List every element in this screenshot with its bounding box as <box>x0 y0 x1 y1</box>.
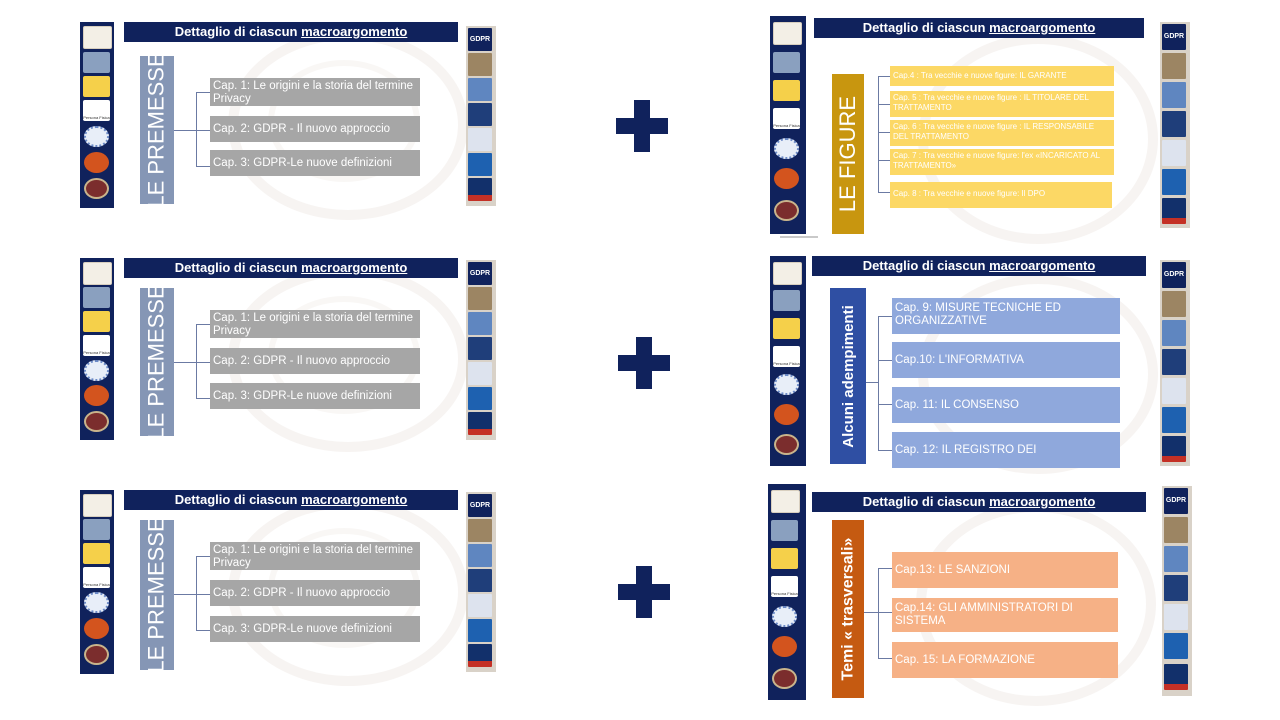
slide-trasversali <box>766 482 1200 702</box>
bracket-tick <box>196 130 210 131</box>
lock-thumb <box>774 200 799 221</box>
apps-thumb <box>1164 604 1188 630</box>
binary-thumb <box>468 569 492 592</box>
chapter-item: Cap.13: LE SANZIONI <box>892 552 1118 588</box>
apps-thumb <box>1162 140 1186 166</box>
network-thumb <box>84 126 109 147</box>
chapter-item: Cap. 11: IL CONSENSO <box>892 387 1120 423</box>
digital-thumb <box>468 619 492 642</box>
bracket-tick <box>866 382 878 383</box>
slide-figure <box>768 14 1200 240</box>
digital-thumb <box>468 387 492 410</box>
bracket-tick <box>878 612 892 613</box>
left-thumbnail-strip <box>80 258 114 440</box>
binary-thumb <box>468 103 492 126</box>
emblem-thumb <box>83 26 112 49</box>
slide-adempimenti <box>768 254 1200 470</box>
persona-fisica-icon: Persona Fisica <box>773 346 800 367</box>
bracket-tick <box>196 556 210 557</box>
apps-thumb <box>468 362 492 385</box>
bracket-line <box>196 556 197 630</box>
left-thumbnail-strip <box>770 256 806 466</box>
slide-title: Dettaglio di ciascun macroargomento <box>124 22 458 42</box>
emblem-thumb <box>83 494 112 517</box>
right-thumbnail-strip <box>1162 486 1192 696</box>
bracket-tick <box>174 130 196 131</box>
slide-premesse-3 <box>78 488 506 676</box>
right-thumbnail-strip <box>466 492 496 672</box>
keyboard-thumb <box>83 519 110 540</box>
network-thumb <box>84 592 109 613</box>
gear-thumb <box>84 385 109 406</box>
left-thumbnail-strip <box>768 484 806 700</box>
network-thumb <box>774 374 799 395</box>
section-bar-premesse: LE PREMESSE <box>140 520 174 670</box>
bracket-tick <box>878 450 892 451</box>
bracket-tick <box>196 324 210 325</box>
gear-thumb <box>774 168 799 189</box>
chapter-item: Cap.4 : Tra vecchie e nuove figure: IL GARANTE <box>890 66 1114 86</box>
keyboard-thumb-right <box>1164 546 1188 572</box>
chapter-item: Cap. 6 : Tra vecchie e nuove figure : IL RESPONSABILE DEL TRATTAMENTO <box>890 120 1114 146</box>
binary-thumb <box>1162 111 1186 137</box>
slide-title: Dettaglio di ciascun macroargomento <box>812 256 1146 276</box>
button-thumb <box>1164 664 1188 690</box>
chapter-item: Cap. 1: Le origini e la storia del termine Privacy <box>210 310 420 338</box>
emblem-thumb <box>771 490 800 513</box>
bracket-tick <box>196 594 210 595</box>
chapter-item: Cap. 2: GDPR - Il nuovo approccio <box>210 116 420 142</box>
gear-thumb <box>772 636 797 657</box>
folder-thumb <box>83 543 110 564</box>
bracket-tick <box>878 132 890 133</box>
bracket-tick <box>196 92 210 93</box>
left-thumbnail-strip <box>770 16 806 234</box>
gear-thumb <box>84 618 109 639</box>
bracket-tick <box>196 398 210 399</box>
lock-thumb <box>84 411 109 432</box>
folder-thumb <box>83 311 110 332</box>
chapter-item: Cap. 3: GDPR-Le nuove definizioni <box>210 150 420 176</box>
plus-icon <box>616 100 668 152</box>
lock-thumb <box>84 644 109 665</box>
keyboard-thumb <box>773 290 800 311</box>
coins-thumb <box>468 53 492 76</box>
chapter-item: Cap. 2: GDPR - Il nuovo approccio <box>210 580 420 606</box>
bracket-tick <box>878 104 890 105</box>
apps-thumb <box>468 128 492 151</box>
chapter-item: Cap.14: GLI AMMINISTRATORI DI SISTEMA <box>892 598 1118 632</box>
button-thumb <box>468 644 492 667</box>
gear-thumb <box>84 152 109 173</box>
coins-thumb <box>468 519 492 542</box>
folder-thumb <box>83 76 110 97</box>
section-bar-figure: LE FIGURE <box>832 74 864 234</box>
persona-fisica-icon: Persona Fisica <box>83 567 110 588</box>
emblem-thumb <box>773 22 802 45</box>
keyboard-thumb-right <box>1162 320 1186 346</box>
keyboard-thumb <box>773 52 800 73</box>
section-bar-premesse: LE PREMESSE <box>140 288 174 436</box>
chapter-item: Cap. 3: GDPR-Le nuove definizioni <box>210 383 420 409</box>
slide-premesse-2 <box>78 256 506 442</box>
keyboard-thumb-right <box>468 544 492 567</box>
coins-thumb <box>1162 53 1186 79</box>
slide-title: Dettaglio di ciascun macroargomento <box>124 258 458 278</box>
section-bar-trasversali: Temi « trasversali» <box>832 520 864 698</box>
chapter-item: Cap. 1: Le origini e la storia del termine Privacy <box>210 78 420 106</box>
slide-title: Dettaglio di ciascun macroargomento <box>124 490 458 510</box>
keyboard-thumb <box>83 52 110 73</box>
bracket-tick <box>878 658 892 659</box>
bracket-tick <box>196 630 210 631</box>
chapter-item: Cap. 1: Le origini e la storia del termine Privacy <box>210 542 420 570</box>
gdpr-icon: GDPR <box>1162 262 1186 288</box>
coins-thumb <box>468 287 492 310</box>
right-thumbnail-strip <box>1160 260 1190 466</box>
chapter-item: Cap. 8 : Tra vecchie e nuove figure: Il DPO <box>890 182 1112 208</box>
digital-thumb <box>1164 633 1188 659</box>
chapter-item: Cap. 3: GDPR-Le nuove definizioni <box>210 616 420 642</box>
plus-icon <box>618 337 670 389</box>
bracket-tick <box>878 404 892 405</box>
right-thumbnail-strip <box>466 26 496 206</box>
persona-fisica-icon: Persona Fisica <box>83 100 110 121</box>
chapter-item: Cap.10: L'INFORMATIVA <box>892 342 1120 378</box>
lock-thumb <box>84 178 109 199</box>
persona-fisica-icon: Persona Fisica <box>771 576 798 597</box>
lock-thumb <box>774 434 799 455</box>
bracket-tick <box>878 76 890 77</box>
gdpr-icon: GDPR <box>468 28 492 51</box>
bracket-tick <box>878 568 892 569</box>
bracket-tick <box>878 160 890 161</box>
bracket-line <box>196 324 197 398</box>
apps-thumb <box>468 594 492 617</box>
folder-thumb <box>773 318 800 339</box>
left-thumbnail-strip <box>80 22 114 208</box>
gdpr-icon: GDPR <box>468 262 492 285</box>
chapter-item: Cap. 2: GDPR - Il nuovo approccio <box>210 348 420 374</box>
gdpr-icon: GDPR <box>1162 24 1186 50</box>
bracket-tick <box>174 362 196 363</box>
chapter-item: Cap. 12: IL REGISTRO DEI <box>892 432 1120 468</box>
network-thumb <box>772 606 797 627</box>
slide-title: Dettaglio di ciascun macroargomento <box>812 492 1146 512</box>
digital-thumb <box>1162 407 1186 433</box>
button-thumb <box>468 412 492 435</box>
network-thumb <box>774 138 799 159</box>
chapter-item: Cap. 7 : Tra vecchie e nuove figure: l'ex «INCARICATO AL TRATTAMENTO» <box>890 149 1114 175</box>
footer-line <box>780 236 818 238</box>
coins-thumb <box>1162 291 1186 317</box>
plus-icon <box>618 566 670 618</box>
keyboard-thumb-right <box>468 78 492 101</box>
slide-title: Dettaglio di ciascun macroargomento <box>814 18 1144 38</box>
section-bar-premesse: LE PREMESSE <box>140 56 174 204</box>
bracket-tick <box>864 612 878 613</box>
lock-thumb <box>772 668 797 689</box>
emblem-thumb <box>83 262 112 285</box>
digital-thumb <box>468 153 492 176</box>
persona-fisica-icon: Persona Fisica <box>83 335 110 356</box>
bracket-tick <box>196 362 210 363</box>
emblem-thumb <box>773 262 802 285</box>
folder-thumb <box>771 548 798 569</box>
gear-thumb <box>774 404 799 425</box>
bracket-tick <box>196 166 210 167</box>
binary-thumb <box>1164 575 1188 601</box>
right-thumbnail-strip <box>1160 22 1190 228</box>
right-thumbnail-strip <box>466 260 496 440</box>
bracket-line <box>196 92 197 166</box>
bracket-tick <box>878 192 890 193</box>
button-thumb <box>468 178 492 201</box>
chapter-item: Cap. 9: MISURE TECNICHE ED ORGANIZZATIVE <box>892 298 1120 334</box>
chapter-item: Cap. 15: LA FORMAZIONE <box>892 642 1118 678</box>
digital-thumb <box>1162 169 1186 195</box>
persona-fisica-icon: Persona Fisica <box>773 108 800 129</box>
apps-thumb <box>1162 378 1186 404</box>
bracket-tick <box>878 316 892 317</box>
coins-thumb <box>1164 517 1188 543</box>
binary-thumb <box>1162 349 1186 375</box>
gdpr-icon: GDPR <box>1164 488 1188 514</box>
keyboard-thumb <box>771 520 798 541</box>
keyboard-thumb-right <box>1162 82 1186 108</box>
left-thumbnail-strip <box>80 490 114 674</box>
bracket-line <box>878 76 879 192</box>
gdpr-icon: GDPR <box>468 494 492 517</box>
slide-premesse-1 <box>78 20 506 210</box>
button-thumb <box>1162 198 1186 224</box>
folder-thumb <box>773 80 800 101</box>
keyboard-thumb-right <box>468 312 492 335</box>
button-thumb <box>1162 436 1186 462</box>
section-bar-adempimenti: Alcuni adempimenti <box>830 288 866 464</box>
keyboard-thumb <box>83 287 110 308</box>
binary-thumb <box>468 337 492 360</box>
bracket-line <box>878 316 879 450</box>
chapter-item: Cap. 5 : Tra vecchie e nuove figure : IL TITOLARE DEL TRATTAMENTO <box>890 91 1114 117</box>
network-thumb <box>84 360 109 381</box>
bracket-line <box>878 568 879 658</box>
bracket-tick <box>878 360 892 361</box>
bracket-tick <box>174 594 196 595</box>
